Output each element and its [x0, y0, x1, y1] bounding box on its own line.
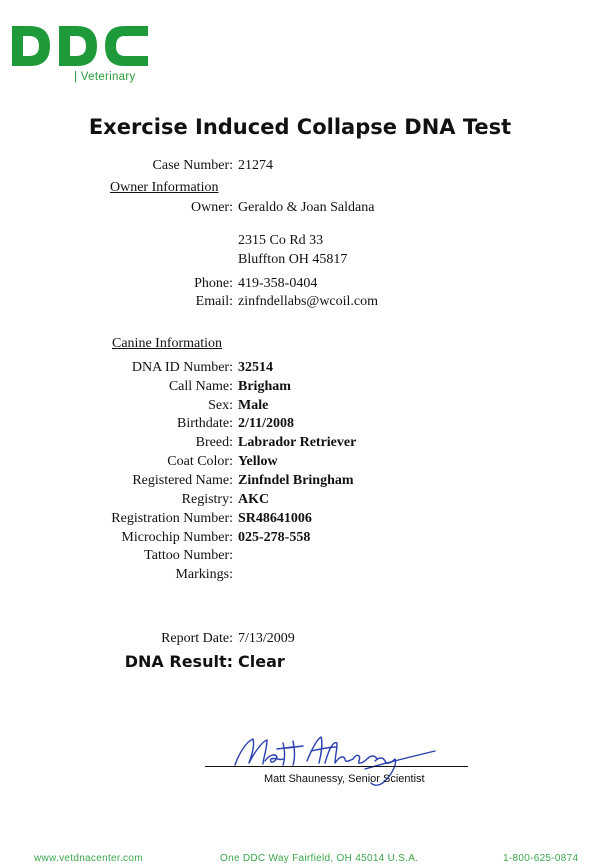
owner-row	[0, 199, 600, 217]
canine-field-value: Male	[238, 398, 269, 413]
phone-value: 419-358-0404	[238, 276, 318, 291]
address-line1: 2315 Co Rd 33	[238, 233, 324, 248]
canine-row	[0, 378, 600, 396]
dna-result-label: DNA Result:	[124, 652, 233, 671]
canine-row	[0, 491, 600, 509]
canine-row	[0, 453, 600, 471]
canine-field-label: Registration Number:	[111, 511, 233, 526]
email-row	[0, 293, 600, 311]
report-date-row	[0, 630, 600, 648]
owner-value: Geraldo & Joan Saldana	[238, 200, 375, 215]
case-number-row	[0, 157, 600, 175]
canine-field-value: Labrador Retriever	[238, 435, 357, 450]
footer-website: www.vetdnacenter.com	[34, 853, 143, 864]
canine-field-label: Breed:	[195, 435, 233, 450]
canine-field-label: Registry:	[181, 492, 233, 507]
signatory-name: Matt Shaunessy, Senior Scientist	[264, 773, 425, 785]
canine-field-value: 32514	[238, 360, 273, 375]
dna-result-value: Clear	[238, 652, 285, 671]
canine-row	[0, 434, 600, 452]
phone-row	[0, 275, 600, 293]
report-date-label: Report Date:	[161, 631, 233, 646]
logo-subtitle: | Veterinary	[74, 71, 136, 83]
canine-field-label: Microchip Number:	[121, 530, 233, 545]
email-value: zinfndellabs@wcoil.com	[238, 294, 379, 309]
canine-field-label: Coat Color:	[167, 454, 233, 469]
canine-field-value: Brigham	[238, 379, 291, 394]
canine-row	[0, 566, 600, 584]
canine-field-label: Call Name:	[168, 379, 233, 394]
canine-field-label: Markings:	[175, 567, 233, 582]
canine-row	[0, 359, 600, 377]
canine-field-label: Registered Name:	[132, 473, 233, 488]
case-number-value: 21274	[238, 158, 273, 173]
address-line2: Bluffton OH 45817	[238, 252, 348, 267]
canine-field-value: 2/11/2008	[238, 416, 295, 431]
footer-phone: 1-800-625-0874	[503, 853, 579, 864]
ddc-logo-mark	[12, 22, 152, 68]
report-date-value: 7/13/2009	[238, 631, 295, 646]
canine-field-value: Yellow	[238, 454, 278, 469]
case-number-label: Case Number:	[152, 158, 233, 173]
canine-field-label: Sex:	[208, 398, 233, 413]
canine-row	[0, 472, 600, 490]
canine-row	[0, 529, 600, 547]
canine-field-label: DNA ID Number:	[131, 360, 233, 375]
phone-label: Phone:	[194, 276, 233, 291]
email-label: Email:	[195, 294, 233, 309]
canine-field-value: AKC	[238, 492, 270, 507]
footer-address: One DDC Way Fairfield, OH 45014 U.S.A.	[220, 853, 419, 864]
canine-row	[0, 547, 600, 565]
signature-line	[205, 766, 468, 767]
canine-field-value: Zinfndel Bringham	[238, 473, 354, 488]
canine-row	[0, 415, 600, 433]
canine-row	[0, 397, 600, 415]
address-line2-row	[0, 251, 600, 269]
canine-row	[0, 510, 600, 528]
canine-field-label: Birthdate:	[177, 416, 233, 431]
owner-label: Owner:	[191, 200, 233, 215]
document-title: Exercise Induced Collapse DNA Test	[88, 115, 512, 139]
canine-section-heading: Canine Information	[112, 336, 223, 351]
ddc-logo	[12, 22, 152, 73]
canine-field-value: SR48641006	[238, 511, 312, 526]
dna-result-row	[0, 651, 600, 673]
canine-field-label: Tattoo Number:	[144, 548, 233, 563]
canine-field-value: 025-278-558	[238, 530, 311, 545]
owner-section-heading: Owner Information	[110, 180, 219, 195]
address-line1-row	[0, 232, 600, 250]
